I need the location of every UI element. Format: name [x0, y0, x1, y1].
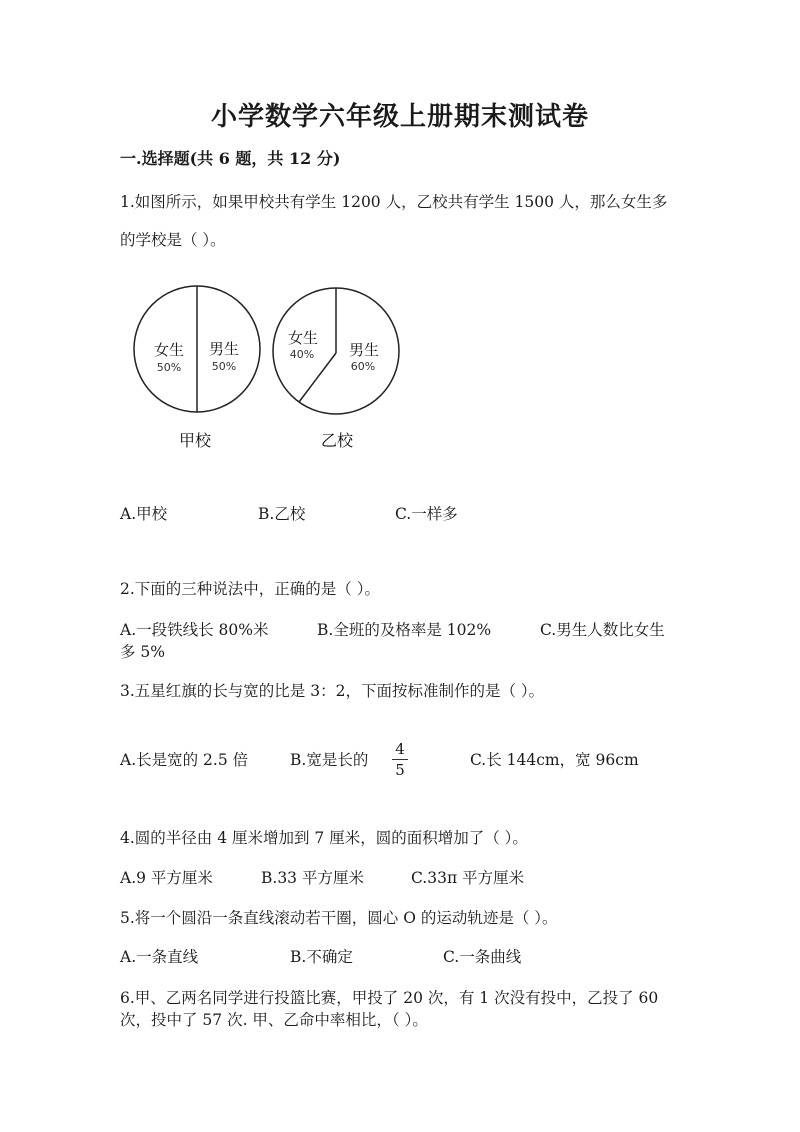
pie-b-caption: 乙校 — [320, 431, 354, 450]
page-title: 小学数学六年级上册期末测试卷 — [210, 102, 589, 132]
question-1-text-line1: 1.如图所示，如果甲校共有学生 1200 人，乙校共有学生 1500 人，那么女生多 — [120, 193, 668, 211]
q3-option-c[interactable]: C.长 144cm，宽 96cm — [470, 751, 639, 769]
q5-option-b[interactable]: B.不确定 — [290, 948, 353, 966]
q1-option-c[interactable]: C.一样多 — [395, 505, 458, 523]
q1-option-b[interactable]: B.乙校 — [258, 505, 306, 523]
q4-option-a[interactable]: A.9 平方厘米 — [120, 869, 213, 887]
q4-option-b[interactable]: B.33 平方厘米 — [261, 869, 364, 887]
pie-chart-a — [134, 286, 260, 450]
pie-b-female-label: 女生 — [287, 329, 319, 347]
question-3-text: 3.五星红旗的长与宽的比是 3：2，下面按标准制作的是（ ）。 — [120, 682, 545, 700]
q2-option-c-continued: 多 5% — [120, 643, 166, 661]
q5-option-c[interactable]: C.一条曲线 — [443, 948, 522, 966]
q2-option-a[interactable]: A.一段铁线长 80%米 — [120, 621, 269, 639]
question-6-text-line2: 次，投中了 57 次. 甲、乙命中率相比，（ ）。 — [120, 1011, 428, 1029]
q3-fraction — [390, 740, 410, 779]
q4-option-c[interactable]: C.33π 平方厘米 — [411, 869, 525, 887]
pie-a-male-pct: 50% — [211, 360, 237, 373]
question-4-text: 4.圆的半径由 4 厘米增加到 7 厘米，圆的面积增加了（ ）。 — [120, 829, 528, 847]
q3-option-b[interactable]: B.宽是长的 — [290, 751, 369, 769]
question-5-text: 5.将一个圆沿一条直线滚动若干圈，圆心 O 的运动轨迹是（ ）。 — [120, 909, 558, 927]
fraction-denominator: 5 — [395, 761, 405, 779]
section-heading: 一.选择题(共 6 题，共 12 分) — [120, 149, 341, 168]
pie-a-male-label: 男生 — [208, 340, 240, 358]
pie-a-female-pct: 50% — [156, 361, 182, 374]
pie-b-male-label: 男生 — [348, 341, 380, 359]
pie-chart-b — [273, 288, 399, 450]
fraction-bar — [392, 759, 408, 760]
pie-b-male-pct: 60% — [350, 360, 376, 373]
fraction-numerator: 4 — [395, 740, 405, 758]
question-2-text: 2.下面的三种说法中，正确的是（ ）。 — [120, 580, 380, 598]
q3-option-a[interactable]: A.长是宽的 2.5 倍 — [120, 751, 249, 769]
q2-option-b[interactable]: B.全班的及格率是 102% — [317, 621, 492, 639]
pie-charts-figure — [126, 278, 416, 458]
question-6-text-line1: 6.甲、乙两名同学进行投篮比赛，甲投了 20 次，有 1 次没有投中，乙投了 60 — [120, 989, 659, 1007]
pie-b-female-pct: 40% — [289, 348, 315, 361]
q1-option-a[interactable]: A.甲校 — [120, 505, 168, 523]
pie-a-female-label: 女生 — [153, 341, 185, 359]
q5-option-a[interactable]: A.一条直线 — [120, 948, 199, 966]
question-1-text-line2: 的学校是（ ）。 — [120, 231, 226, 249]
pie-a-caption: 甲校 — [178, 431, 212, 450]
q2-option-c[interactable]: C.男生人数比女生 — [540, 621, 665, 639]
